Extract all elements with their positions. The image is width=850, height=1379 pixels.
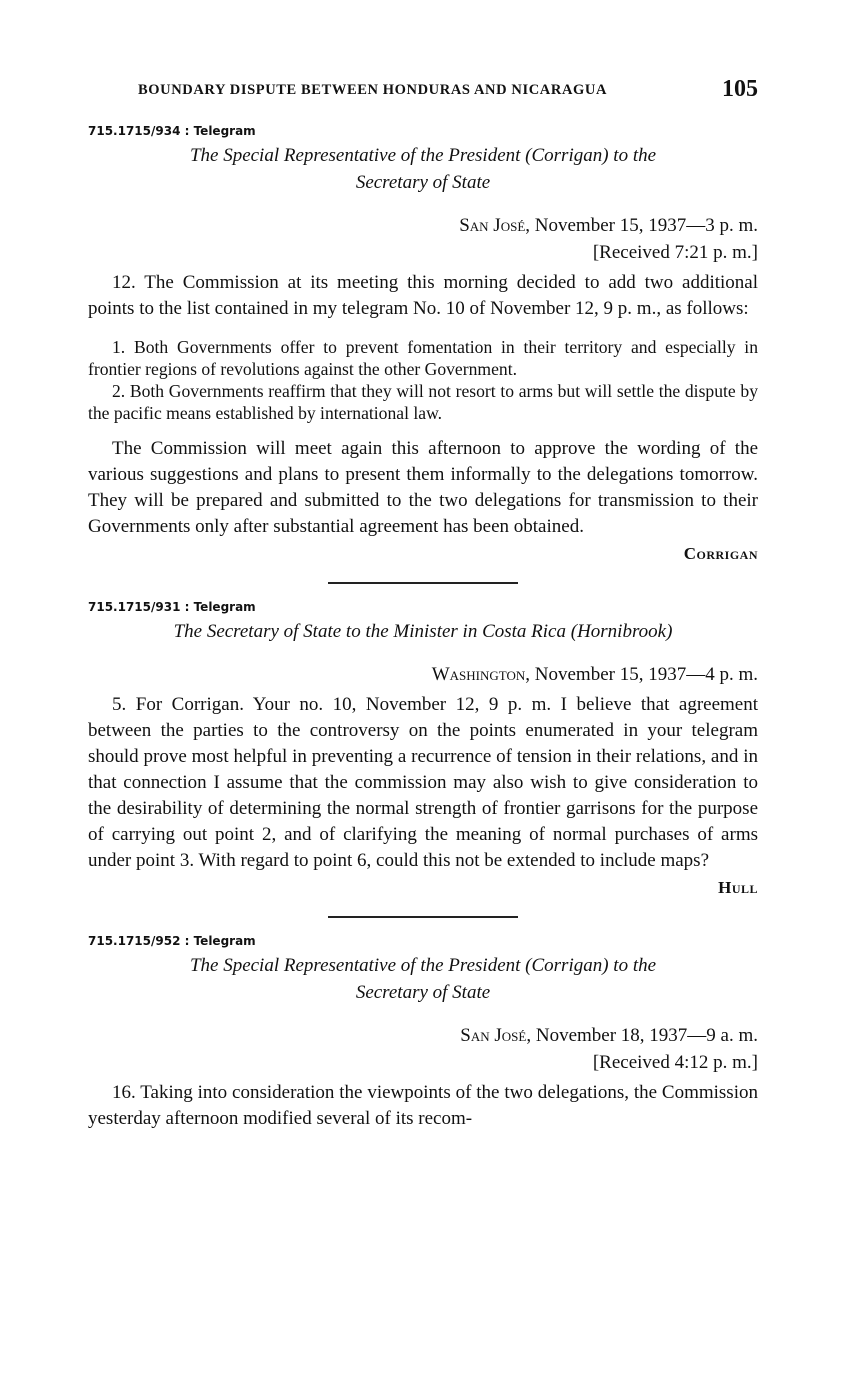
document-heading <box>88 142 758 196</box>
section-divider <box>328 916 518 918</box>
body-paragraph: 12. The Commission at its meeting this morning decided to add two additional points to the list contained in my telegram No. 10 of November 12, 9 p. m., as follows: <box>88 272 758 319</box>
telegram-952 <box>88 934 758 1132</box>
file-number: 715.1715/952 : Telegram <box>88 934 256 948</box>
document-page <box>88 76 758 1132</box>
body-paragraph: 5. For Corrigan. Your no. 10, November 12, 9 p. m. I believe that agreement between the parties to the controversy on the points enumerated in your telegram should prove most helpful in preventing a recurrence of tension in their relations, and in that connection I assume that the commission may also wish to give consideration to the desirability of determining the normal strength of frontier garrisons for the purpose of carrying out point 2, and of clarifying the meaning of normal purchases of arms under point 3. With regard to point 6, could this not be extended to include maps? <box>88 694 758 871</box>
place-name: San José <box>460 1025 527 1046</box>
heading-line: Secretary of State <box>355 172 491 193</box>
heading-line: The Special Representative of the President (Corrigan) to the <box>189 145 657 166</box>
body-paragraph: 16. Taking into consideration the viewpoints of the two delegations, the Commission yesterday afternoon modified several of its recom- <box>88 1082 758 1129</box>
place-name: San José <box>459 215 526 236</box>
date-text: , November 15, 1937—3 p. m. <box>525 215 758 236</box>
signature: Corrigan <box>683 544 758 563</box>
place-name: Washington <box>431 664 526 685</box>
received-note: [Received 4:12 p. m.] <box>592 1052 758 1073</box>
running-title: BOUNDARY DISPUTE BETWEEN HONDURAS AND NICARAGUA <box>138 82 608 98</box>
page-number: 105 <box>722 76 758 102</box>
dateline <box>88 212 758 239</box>
heading-line: The Secretary of State to the Minister in Costa Rica (Hornibrook) <box>173 621 673 642</box>
date-text: , November 18, 1937—9 a. m. <box>526 1025 758 1046</box>
telegram-934 <box>88 124 758 564</box>
received-note: [Received 7:21 p. m.] <box>592 242 758 263</box>
heading-line: The Special Representative of the President (Corrigan) to the <box>189 955 657 976</box>
quoted-point: 2. Both Governments reaffirm that they will not resort to arms but will settle the dispute by the pacific means established by international law. <box>88 381 758 423</box>
heading-line: Secretary of State <box>355 982 491 1003</box>
file-number: 715.1715/934 : Telegram <box>88 124 256 138</box>
signature: Hull <box>718 878 758 897</box>
section-divider <box>328 582 518 584</box>
quoted-points <box>88 336 758 424</box>
document-heading <box>88 952 758 1006</box>
file-number: 715.1715/931 : Telegram <box>88 600 256 614</box>
date-text: , November 15, 1937—4 p. m. <box>525 664 758 685</box>
dateline <box>88 661 758 688</box>
telegram-931 <box>88 600 758 898</box>
body-paragraph: The Commission will meet again this afternoon to approve the wording of the various suggestions and plans to present them informally to the delegations tomorrow. They will be prepared and submitted to the two delegations for transmission to their Governments only after substantial agreement has been obtained. <box>88 438 758 537</box>
running-header <box>88 76 758 108</box>
document-heading <box>88 618 758 645</box>
dateline <box>88 1022 758 1049</box>
quoted-point: 1. Both Governments offer to prevent fomentation in their territory and especially in frontier regions of revolutions against the other Government. <box>88 337 758 379</box>
